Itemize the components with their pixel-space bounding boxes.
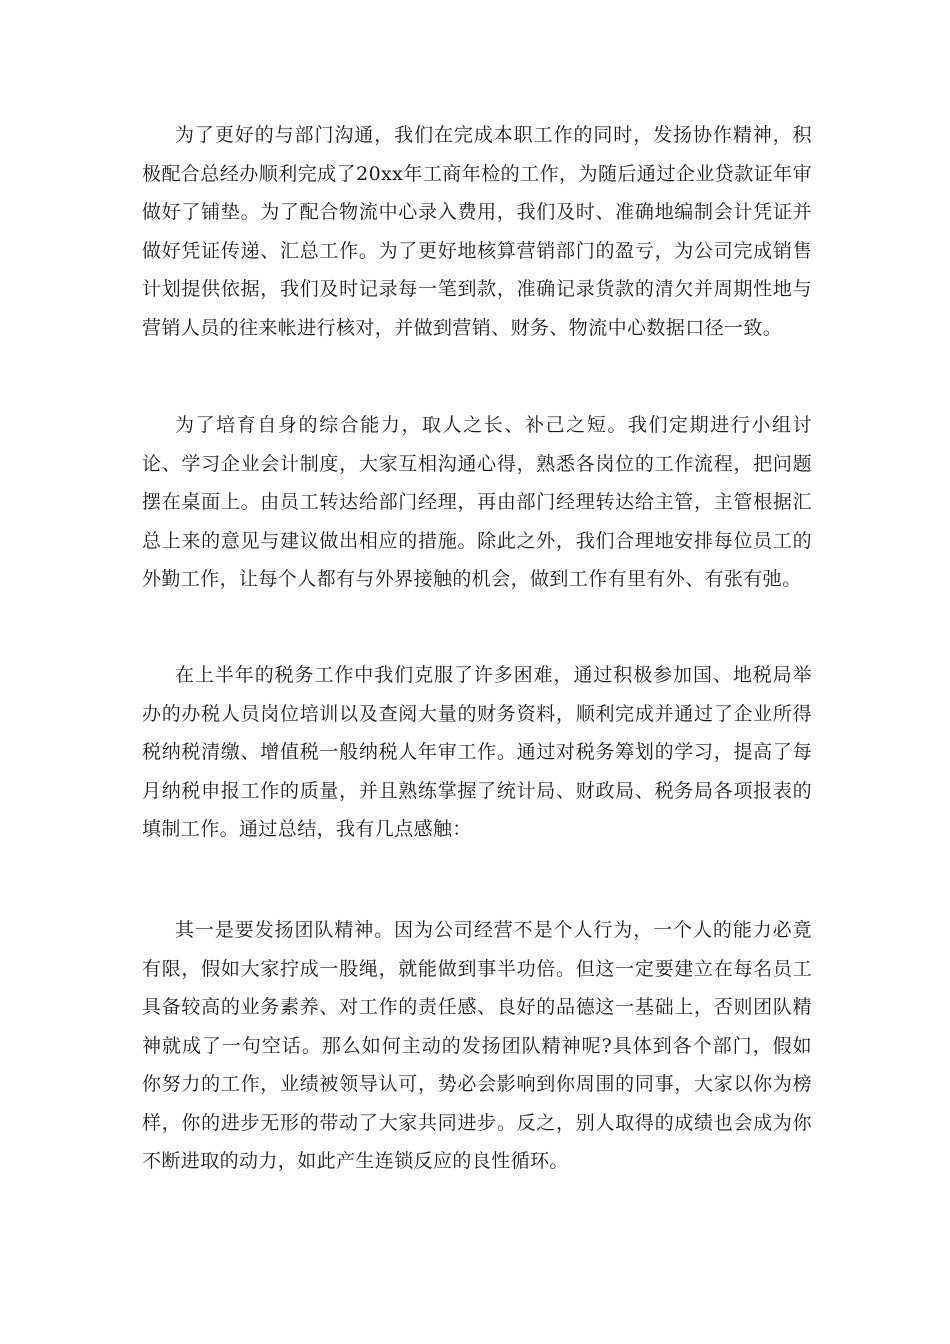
paragraph-team-spirit: 其一是要发扬团队精神。因为公司经营不是个人行为，一个人的能力必竟有限，假如大家拧成一股绳，就能做到事半功倍。但这一定要建立在每名员工具备较高的业务素养、对工作的责任感、良好的品德这一基础上，否则团队精神就成了一句空话。那么如何主动的发扬团队精神呢?具体到各个部门，假如你努力的工作，业绩被领导认可，势必会影响到你周围的同事，大家以你为榜样，你的进步无形的带动了大家共同进步。反之，别人取得的成绩也会成为你不断进取的动力，如此产生连锁反应的良性循环。 [142,919,812,1172]
paragraph-self-improvement: 为了培育自身的综合能力，取人之长、补己之短。我们定期进行小组讨论、学习企业会计制度，大家互相沟通心得，熟悉各岗位的工作流程，把问题摆在桌面上。由员工转达给部门经理，再由部门经理转达给主管，主管根据汇总上来的意见与建议做出相应的措施。除此之外，我们合理地安排每位员工的外勤工作，让每个人都有与外界接触的机会，做到工作有里有外、有张有弛。 [142,414,812,590]
paragraph-department-communication: 为了更好的与部门沟通，我们在完成本职工作的同时，发扬协作精神，积极配合总经办顺利完成了20xx年工商年检的工作，为随后通过企业贷款证年审做好了铺垫。为了配合物流中心录入费用，我们及时、准确地编制会计凭证并做好凭证传递、汇总工作。为了更好地核算营销部门的盈亏，为公司完成销售计划提供依据，我们及时记录每一笔到款，准确记录货款的清欠并周期性地与营销人员的往来帐进行核对，并做到营销、财务、物流中心数据口径一致。 [142,124,812,339]
paragraph-tax-work: 在上半年的税务工作中我们克服了许多困难，通过积极参加国、地税局举办的办税人员岗位培训以及查阅大量的财务资料，顺利完成并通过了企业所得税纳税清缴、增值税一般纳税人年审工作。通过对税务筹划的学习，提高了每月纳税申报工作的质量，并且熟练掌握了统计局、财政局、税务局各项报表的填制工作。通过总结，我有几点感触： [142,664,812,840]
